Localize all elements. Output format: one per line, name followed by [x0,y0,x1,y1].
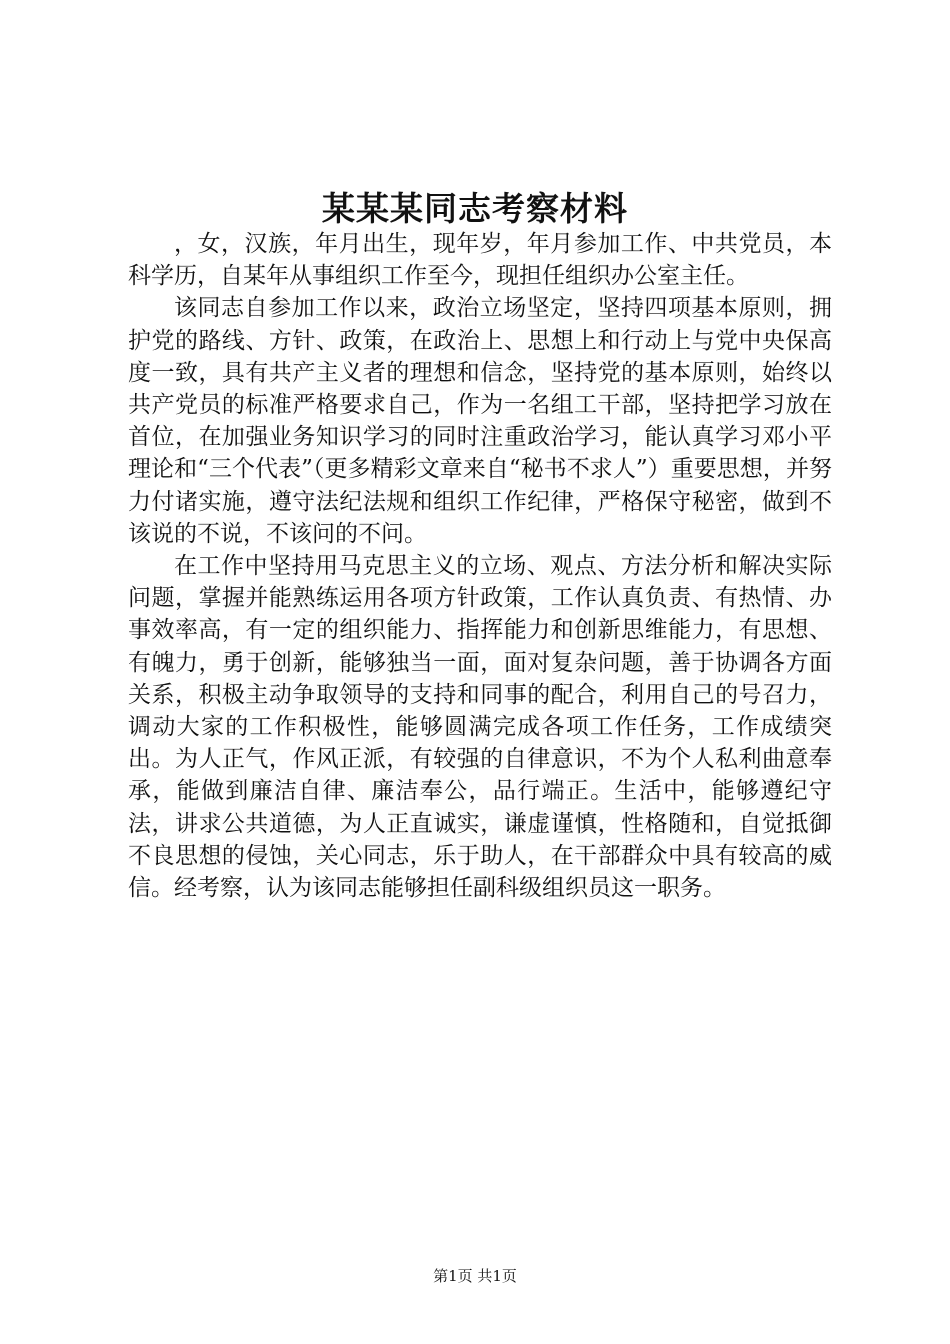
paragraph-political: 该同志自参加工作以来，政治立场坚定，坚持四项基本原则，拥护党的路线、方针、政策，在政治上、思想上和行动上与党中央保高度一致，具有共产主义者的理想和信念，坚持党的基本原则，始终以共产党员的标准严格要求自己，作为一名组工干部，坚持把学习放在首位，在加强业务知识学习的同时注重政治学习，能认真学习邓小平理论和“三个代表”（更多精彩文章来自“秘书不求人”）重要思想，并努力付诸实施，遵守法纪法规和组织工作纪律，严格保守秘密，做到不该说的不说，不该问的不问。 [128,295,832,547]
page-footer: 第1页 共1页 [433,1267,517,1285]
document-title: 某某某同志考察材料 [322,189,628,228]
document-body [128,228,832,904]
paragraph-intro: ，女，汉族，年月出生，现年岁，年月参加工作、中共党员，本科学历，自某年从事组织工作至今，现担任组织办公室主任。 [128,231,832,290]
paragraph-work: 在工作中坚持用马克思主义的立场、观点、方法分析和解决实际问题，掌握并能熟练运用各项方针政策，工作认真负责、有热情、办事效率高，有一定的组织能力、指挥能力和创新思维能力，有思想、有魄力，勇于创新，能够独当一面，面对复杂问题，善于协调各方面关系，积极主动争取领导的支持和同事的配合，利用自己的号召力，调动大家的工作积极性，能够圆满完成各项工作任务，工作成绩突出。为人正气，作风正派，有较强的自律意识，不为个人私利曲意奉承，能做到廉洁自律、廉洁奉公，品行端正。生活中，能够遵纪守法，讲求公共道德，为人正直诚实，谦虚谨慎，性格随和，自觉抵御不良思想的侵蚀，关心同志，乐于助人，在干部群众中具有较高的威信。经考察，认为该同志能够担任副科级组织员这一职务。 [128,553,832,902]
